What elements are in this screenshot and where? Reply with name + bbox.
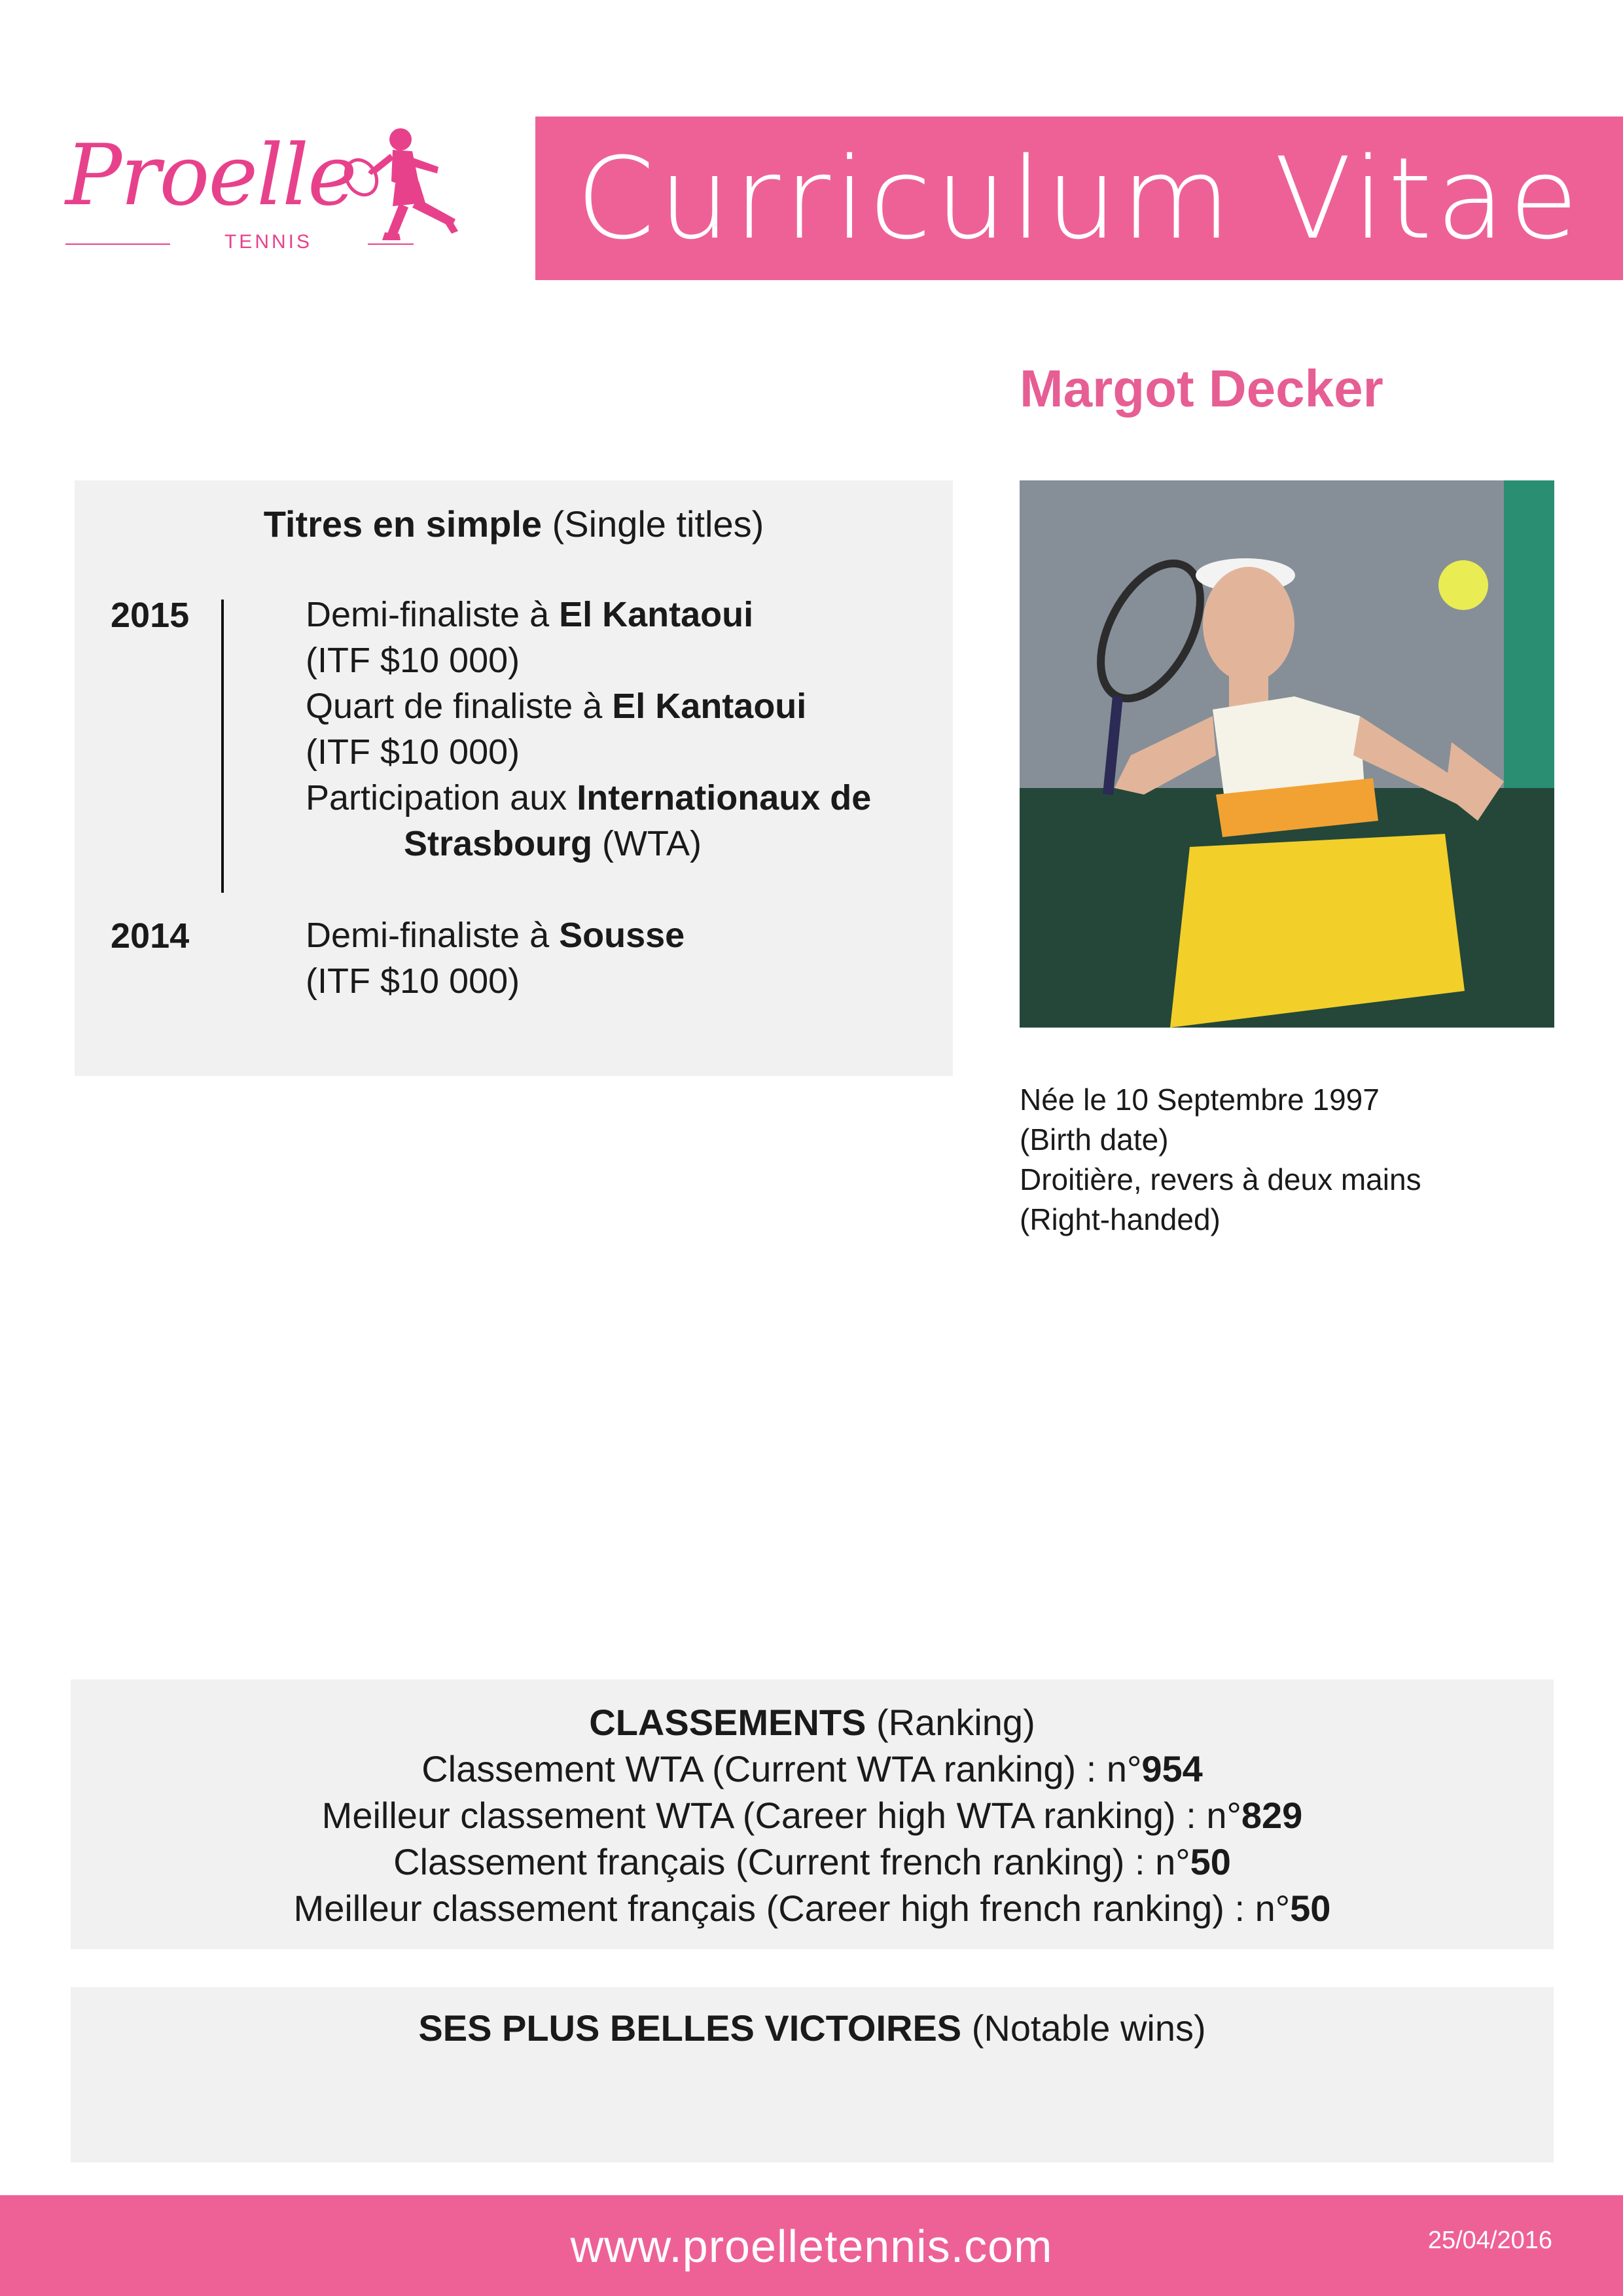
bio-line: (Right-handed)	[1020, 1202, 1221, 1236]
footer	[0, 2195, 1623, 2296]
title-entry: Quart de finaliste à El Kantaoui	[306, 687, 807, 726]
title-entry: Strasbourg (WTA)	[404, 824, 702, 863]
tennis-player-icon	[327, 121, 465, 252]
player-photo	[1020, 480, 1554, 1028]
bio-details	[1020, 1080, 1421, 1240]
cv-banner	[535, 117, 1623, 280]
year-2015-rule	[221, 600, 224, 893]
title-entry: Demi-finaliste à Sousse	[306, 916, 685, 955]
titles-heading: Titres en simple (Single titles)	[263, 503, 764, 545]
bio-line: (Birth date)	[1020, 1122, 1169, 1157]
proelle-logo	[65, 121, 458, 262]
year-2014: 2014	[111, 916, 190, 956]
logo-brand: Proelle	[65, 127, 356, 224]
title-entry: (ITF $10 000)	[306, 641, 520, 680]
logo-rule-left	[65, 243, 170, 245]
wins-heading: SES PLUS BELLES VICTOIRES (Notable wins)	[418, 2007, 1206, 2049]
ranking-heading: CLASSEMENTS (Ranking)	[589, 1702, 1035, 1743]
cv-title: Curriculum Vitae	[576, 132, 1582, 264]
ranking-row: Meilleur classement français (Career high french ranking) : n°50	[293, 1888, 1331, 1929]
year-2015: 2015	[111, 596, 190, 635]
player-name: Margot Decker	[1020, 359, 1383, 418]
logo-sub: TENNIS	[224, 231, 312, 253]
ranking-row: Classement WTA (Current WTA ranking) : n°954	[421, 1748, 1203, 1789]
ranking-row: Classement français (Current french ranking) : n°50	[393, 1841, 1231, 1882]
title-entry: (ITF $10 000)	[306, 961, 520, 1001]
bio-line: Droitière, revers à deux mains	[1020, 1162, 1421, 1196]
bio-line: Née le 10 Septembre 1997	[1020, 1083, 1380, 1117]
ranking-row: Meilleur classement WTA (Career high WTA ranking) : n°829	[321, 1795, 1303, 1836]
ranking-panel	[71, 1679, 1554, 1949]
website-link[interactable]: www.proelletennis.com	[570, 2221, 1053, 2272]
title-entry: Demi-finaliste à El Kantaoui	[306, 595, 754, 634]
single-titles-panel	[75, 480, 953, 1076]
title-entry: Participation aux Internationaux de	[306, 778, 872, 817]
title-entry: (ITF $10 000)	[306, 732, 520, 772]
document-date: 25/04/2016	[1427, 2227, 1552, 2254]
notable-wins-panel	[71, 1987, 1554, 2162]
